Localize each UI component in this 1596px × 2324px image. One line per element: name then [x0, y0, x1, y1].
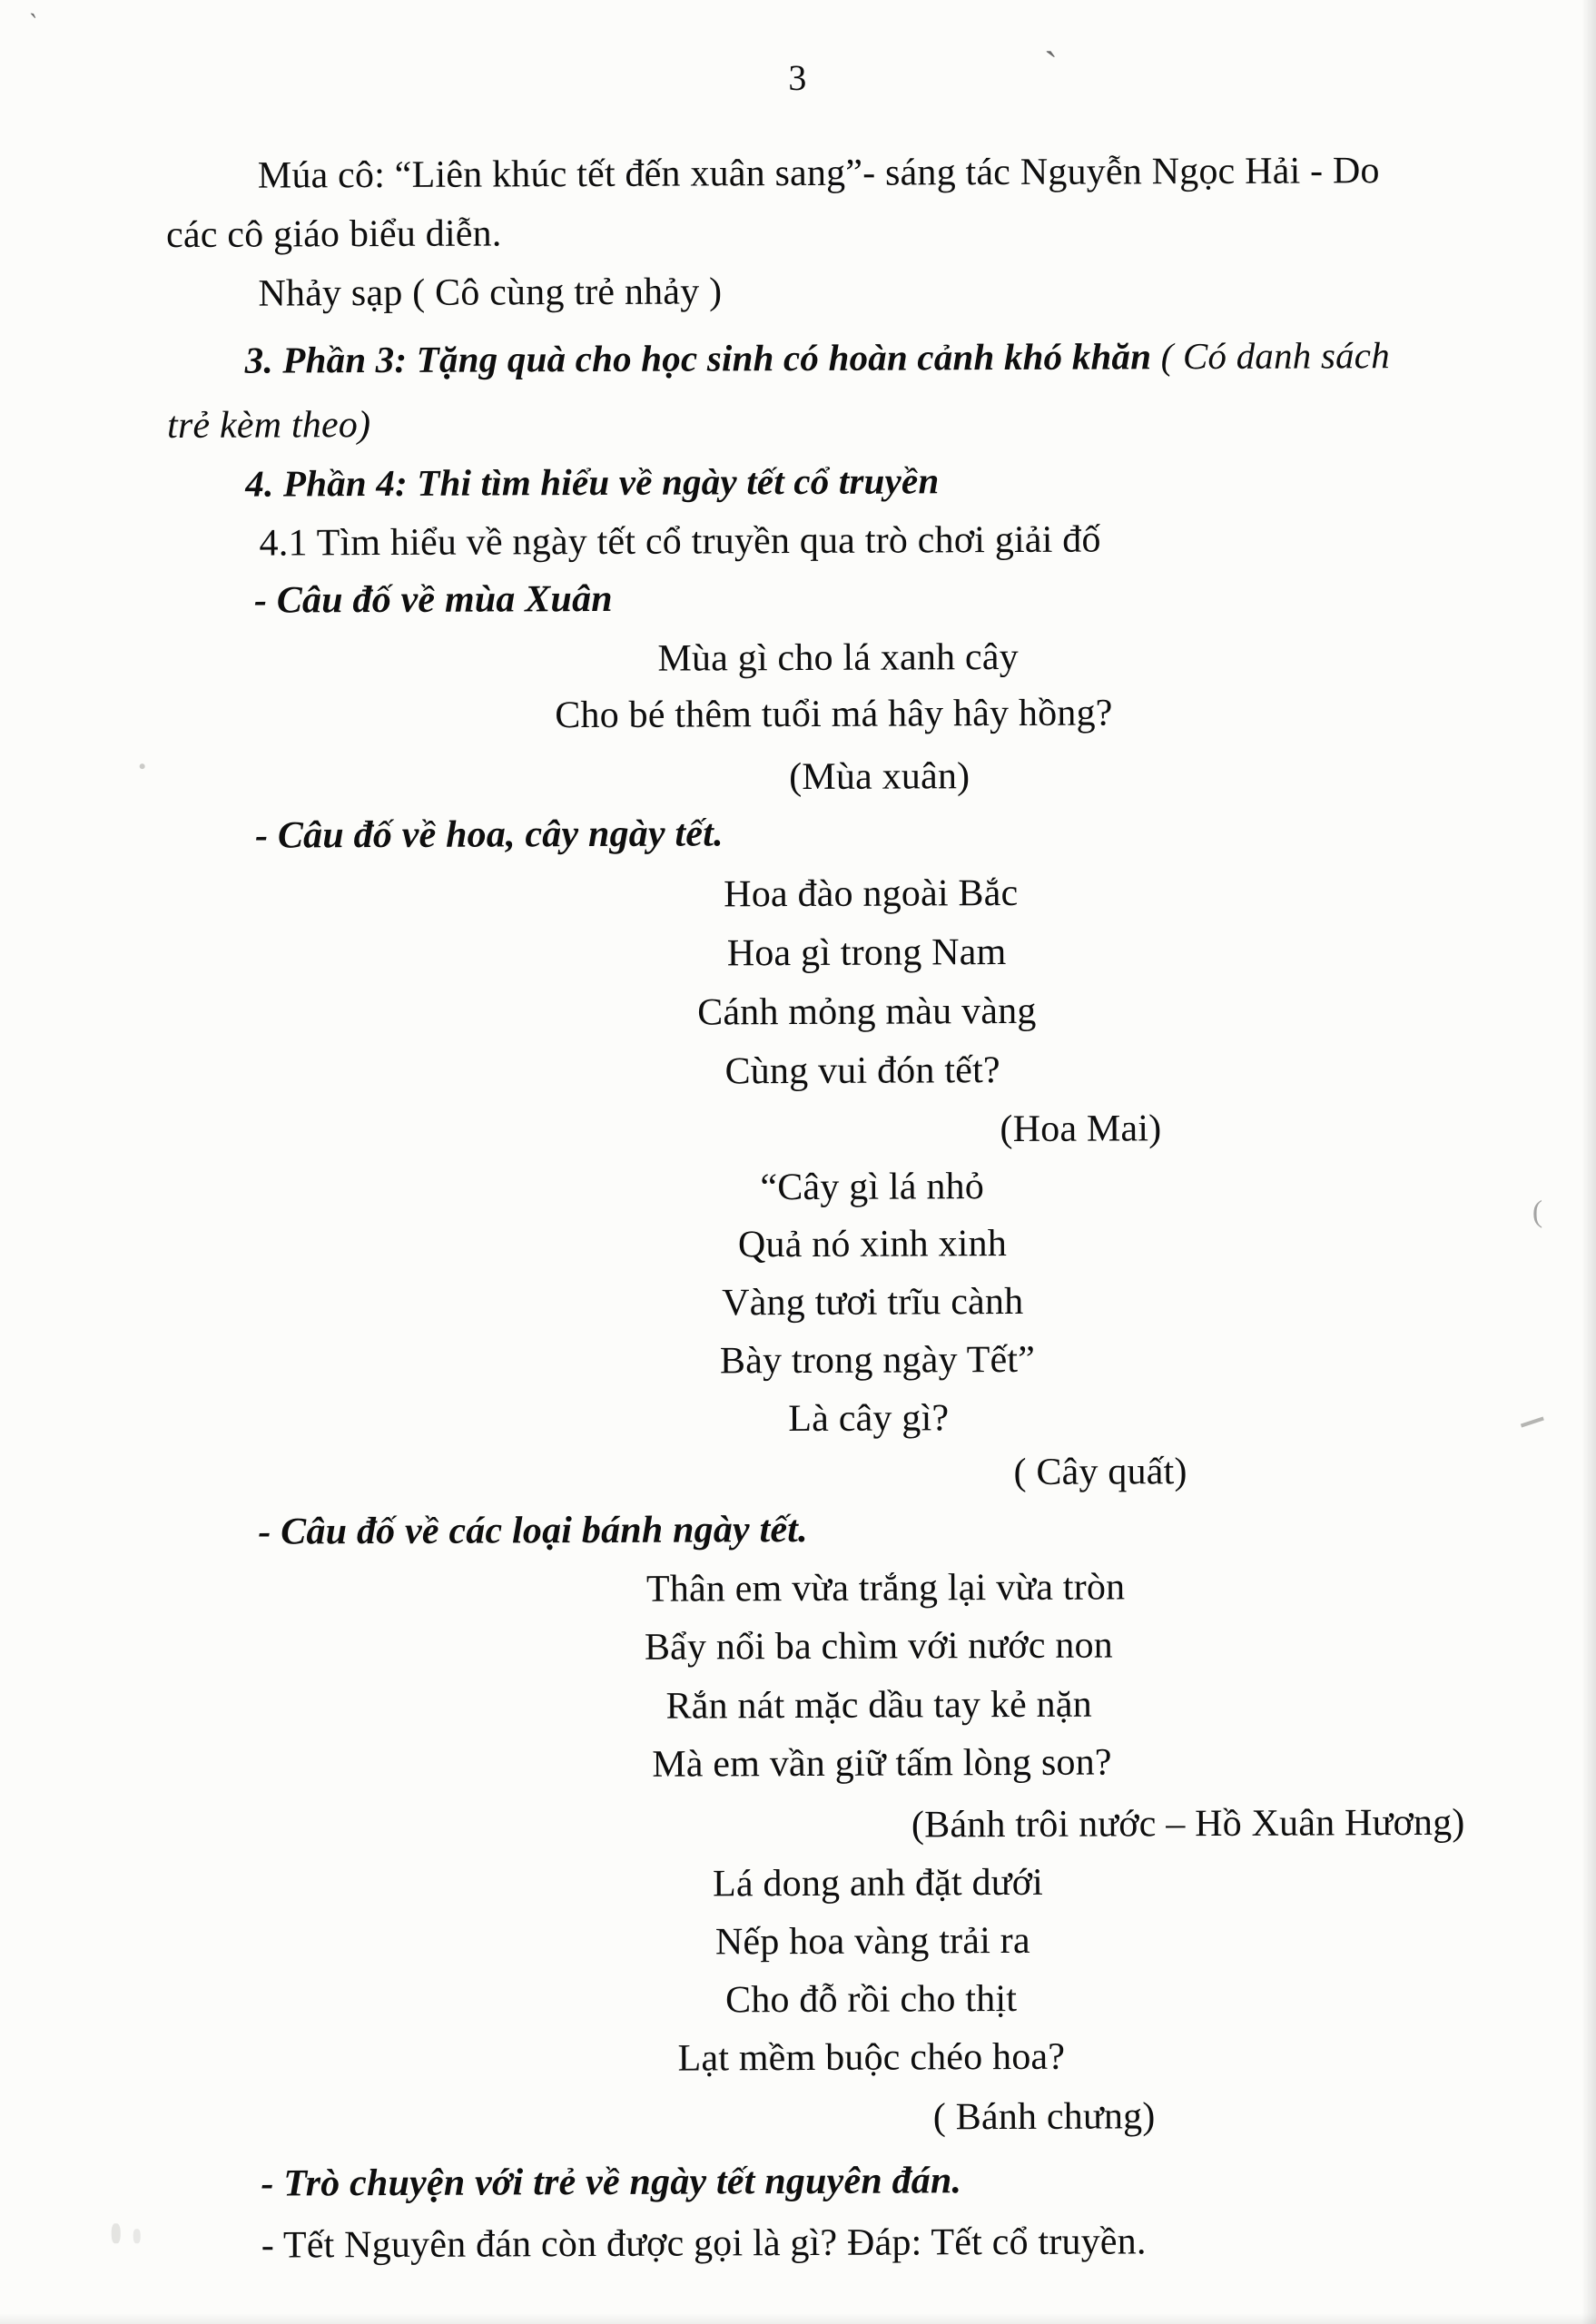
- heading-riddle-spring: - Câu đố về mùa Xuân: [253, 577, 613, 622]
- heading-riddle-cakes: - Câu đố về các loại bánh ngày tết.: [258, 1508, 808, 1553]
- verse-tree-line-3: Vàng tươi trĩu cành: [722, 1280, 1024, 1324]
- scan-artifact: `: [1044, 43, 1059, 88]
- verse-flower-line-1: Hoa đào ngoài Bắc: [724, 872, 1019, 916]
- line-dance-performance-cont: các cô giáo biểu diễn.: [166, 212, 502, 257]
- scan-artifact: [112, 2223, 121, 2243]
- verse-tree-line-5: Là cây gì?: [788, 1397, 950, 1441]
- answer-mua-xuan: (Mùa xuân): [789, 755, 970, 799]
- heading-part-4: 4. Phần 4: Thi tìm hiểu về ngày tết cổ truyền: [245, 459, 940, 505]
- line-dance-performance: Múa cô: “Liên khúc tết đến xuân sang”- sáng tác Nguyễn Ngọc Hải - Do: [257, 150, 1380, 197]
- scan-edge-shadow-right: [1581, 0, 1596, 2324]
- verse-flower-line-2: Hoa gì trong Nam: [726, 931, 1007, 975]
- heading-riddle-flowers: - Câu đố về hoa, cây ngày tết.: [254, 812, 724, 857]
- verse-tree-line-1: “Cây gì lá nhỏ: [760, 1166, 985, 1209]
- verse-banh-troi-line-3: Rắn nát mặc dầu tay kẻ nặn: [665, 1683, 1092, 1728]
- scan-artifact: [1521, 1417, 1544, 1428]
- answer-banh-chung: ( Bánh chưng): [932, 2095, 1156, 2139]
- heading-part-3: [245, 335, 1390, 381]
- answer-cay-quat: ( Cây quất): [1013, 1451, 1187, 1493]
- scan-edge-shadow-bottom: [0, 2313, 1596, 2324]
- verse-banh-troi-line-4: Mà em vần giữ tấm lòng son?: [652, 1741, 1112, 1786]
- page-number: 3: [788, 56, 807, 99]
- verse-flower-line-4: Cùng vui đón tết?: [724, 1049, 1000, 1093]
- scan-artifact: [140, 763, 145, 769]
- line-tet-question-answer: - Tết Nguyên đán còn được gọi là gì? Đáp: Tết cổ truyền.: [261, 2221, 1147, 2267]
- verse-banh-troi-line-2: Bẩy nổi ba chìm với nước non: [644, 1624, 1114, 1669]
- answer-hoa-mai: (Hoa Mai): [1000, 1108, 1162, 1151]
- verse-spring-line-1: Mùa gì cho lá xanh cây: [657, 635, 1019, 680]
- scan-artifact: (: [1532, 1195, 1543, 1229]
- line-sap-dance: Nhảy sạp ( Cô cùng trẻ nhảy ): [258, 271, 723, 315]
- heading-part-3-note: ( Có danh sách: [1151, 334, 1390, 378]
- verse-banh-chung-line-2: Nếp hoa vàng trải ra: [714, 1919, 1030, 1964]
- verse-banh-chung-line-1: Lá dong anh đặt dưới: [713, 1861, 1044, 1905]
- heading-talk-about-tet: - Trò chuyện với trẻ về ngày tết nguyên đán.: [261, 2160, 962, 2205]
- verse-banh-troi-line-1: Thân em vừa trắng lại vừa tròn: [645, 1566, 1126, 1610]
- scan-artifact: `: [25, 8, 39, 40]
- verse-banh-chung-line-4: Lạt mềm buộc chéo hoa?: [677, 2035, 1066, 2080]
- heading-part-3-bold: 3. Phần 3: Tặng quà cho học sinh có hoàn cảnh khó khăn: [244, 335, 1152, 381]
- verse-banh-chung-line-3: Cho đỗ rồi cho thịt: [724, 1977, 1018, 2022]
- scan-artifact: [133, 2229, 141, 2243]
- answer-banh-troi-nuoc: (Bánh trôi nước – Hồ Xuân Hương): [911, 1801, 1465, 1846]
- verse-flower-line-3: Cánh mỏng màu vàng: [697, 990, 1037, 1034]
- verse-spring-line-2: Cho bé thêm tuổi má hây hây hồng?: [555, 692, 1113, 737]
- line-section-4-1: 4.1 Tìm hiểu về ngày tết cổ truyền qua trò chơi giải đố: [259, 518, 1101, 565]
- line-part-3-note-cont: trẻ kèm theo): [166, 404, 371, 448]
- verse-tree-line-2: Quả nó xinh xinh: [737, 1223, 1008, 1266]
- verse-tree-line-4: Bày trong ngày Tết”: [719, 1338, 1036, 1383]
